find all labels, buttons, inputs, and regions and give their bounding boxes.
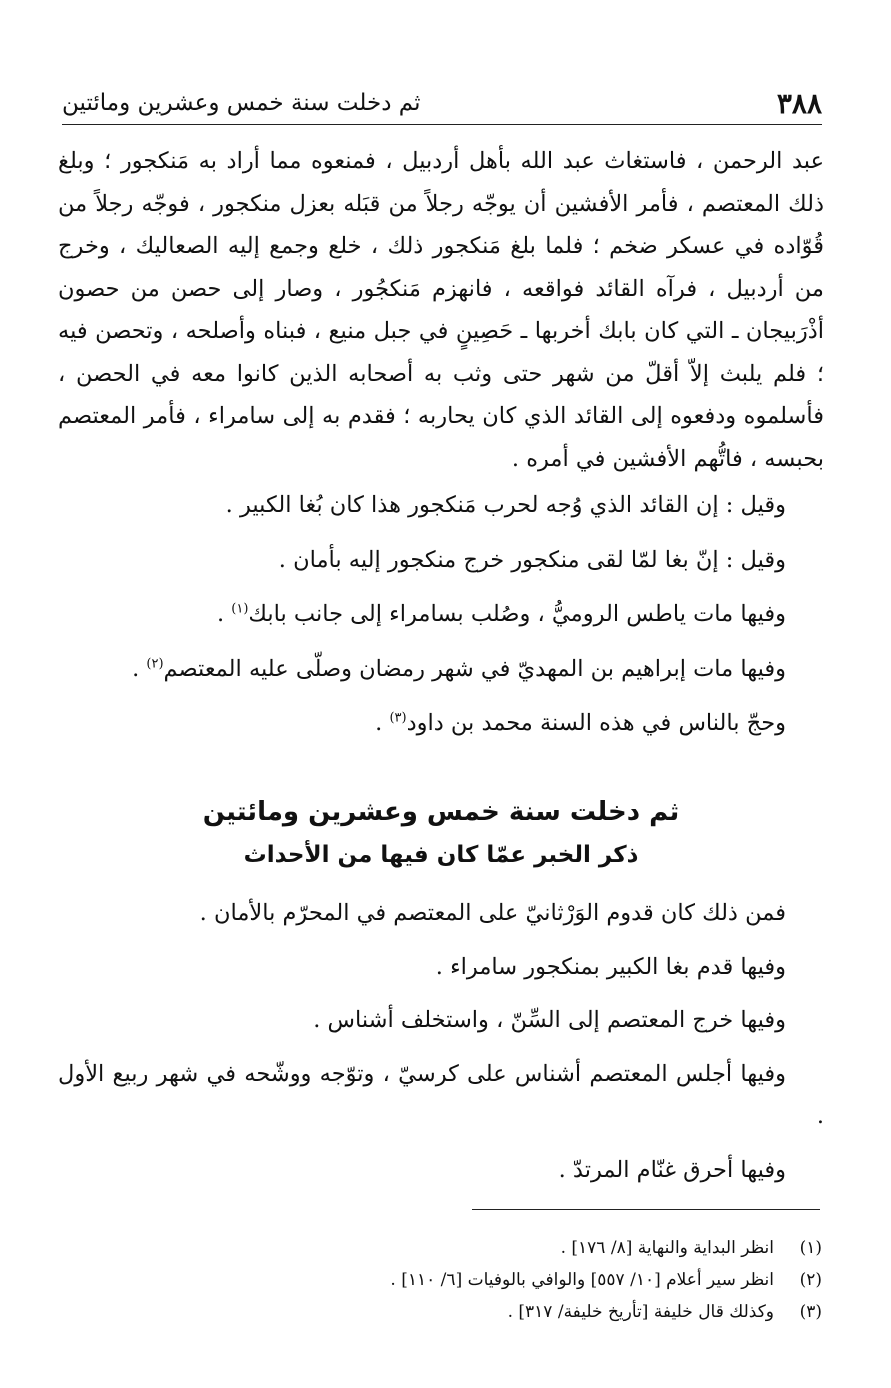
note-paragraph (58, 539, 824, 582)
footnote-text: وكذلك قال خليفة [تأريخ خليفة/ ٣١٧] . (507, 1302, 774, 1322)
footnote-text: انظر البداية والنهاية [٨/ ١٧٦] . (560, 1238, 774, 1258)
event-paragraph: فمن ذلك كان قدوم الوَرْثانيّ على المعتصم في المحرّم بالأمان . (199, 900, 786, 926)
note-paragraph (58, 702, 824, 745)
event-paragraph: وفيها قدم بغا الكبير بمنكجور سامراء . (435, 953, 786, 980)
note-paragraph (58, 484, 824, 527)
note-end: . (132, 655, 147, 682)
event-paragraph: وفيها أحرق غنّام المرتدّ . (558, 1156, 786, 1183)
section-headings (58, 790, 824, 876)
footnote-number: (٣) (799, 1302, 822, 1322)
footnote (120, 1296, 822, 1328)
note-end: . (375, 710, 390, 736)
section-subheading: ذكر الخبر عمّا كان فيها من الأحداث (243, 842, 639, 868)
section-heading: ثم دخلت سنة خمس وعشرين ومائتين (202, 797, 680, 827)
note-text: وفيها مات إبراهيم بن المهديّ في شهر رمضان وصلّى عليه المعتصم (163, 655, 786, 682)
footnote (120, 1264, 822, 1296)
note-text: وفيها مات ياطس الروميُّ ، وصُلب بسامراء إلى جانب بابك (248, 601, 786, 627)
header-divider (62, 124, 822, 125)
note-text: وقيل : إنّ بغا لمّا لقى منكجور خرج منكجور إليه بأمان . (278, 546, 786, 573)
note-end: . (216, 601, 232, 627)
event-paragraph: وفيها أجلس المعتصم أشناس على كرسيّ ، وتوّجه ووشّحه في شهر ربيع الأول . (58, 1060, 824, 1129)
page-number: ٣٨٨ (776, 86, 822, 120)
footnote (120, 1232, 822, 1264)
note-paragraph (58, 648, 824, 691)
footnote-divider (472, 1209, 820, 1210)
running-title: ثم دخلت سنة خمس وعشرين ومائتين (62, 90, 421, 116)
footnote-marker[interactable]: (٣) (389, 710, 407, 726)
footnote-number: (١) (799, 1238, 822, 1258)
footnote-text: انظر سير أعلام [١٠/ ٥٥٧] والوافي بالوفيات [٦/ ١١٠] . (390, 1270, 774, 1290)
footnote-marker[interactable]: (٢) (146, 656, 164, 671)
note-text: وحجّ بالناس في هذه السنة محمد بن داود (406, 710, 786, 736)
footnote-marker[interactable]: (١) (231, 601, 249, 617)
event-paragraph: وفيها خرج المعتصم إلى السِّنّ ، واستخلف أشناس . (313, 1007, 786, 1033)
opening-paragraph: عبد الرحمن ، فاستغاث عبد الله بأهل أردبيل ، فمنعوه مما أراد به مَنكجور ؛ وبلغ ذلك المعتصم ، فأمر الأفشين أن يوجّه رجلاً من قبَله بعزل منكجور ، فوجّه رجلاً من قُوّاده في عسكر ضخم ؛ فلما بلغ مَنكجور ذلك ، خلع وجمع إليه الصعاليك ، وخرج من أردبيل ، فرآه القائد فواقعه ، فانهزم مَنكجُور ، وصار إلى حصن من حصون أذْرَبيجان ـ التي كان بابك أخربها ـ حَصِينٍ في جبل منيع ، فبناه وأصلحه ، وتحصن فيه ؛ فلم يلبث إلاّ أقلّ من شهر حتى وثب به أصحابه الذين كانوا معه في الحصن ، فأسلموه ودفعوه إلى القائد الذي كان يحاربه ؛ فقدم به إلى سامراء ، فأمر المعتصم بحبسه ، فاتُّهم الأفشين في أمره . (58, 148, 824, 472)
footnotes (120, 1232, 822, 1328)
page-header (62, 86, 822, 120)
events-list (58, 892, 824, 1202)
main-text (58, 140, 824, 745)
note-paragraph (58, 593, 824, 636)
footnote-number: (٢) (799, 1270, 822, 1290)
note-text: وقيل : إن القائد الذي وُجه لحرب مَنكجور هذا كان بُغا الكبير . (225, 492, 786, 518)
